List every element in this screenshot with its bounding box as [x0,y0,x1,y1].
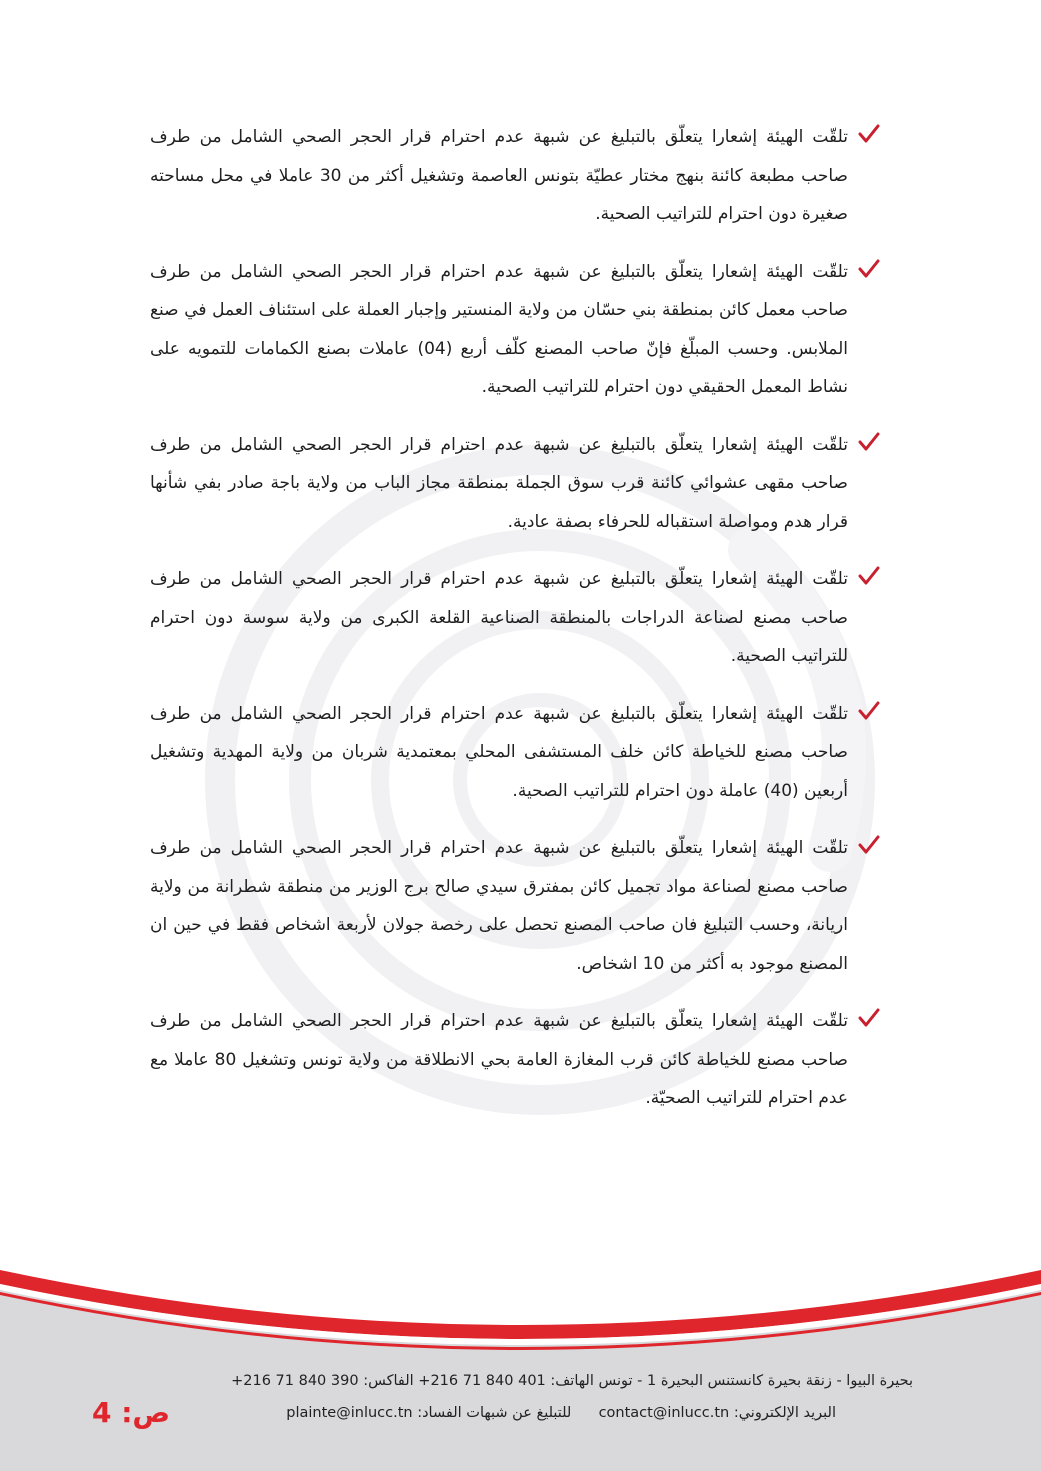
list-item [150,426,880,542]
checkmark-icon [858,432,880,452]
report-email-link[interactable]: plainte@inlucc.tn [286,1405,413,1421]
list-item-text: تلقّت الهيئة إشعارا يتعلّق بالتبليغ عن شبهة عدم احترام قرار الحجر الصحي الشامل من طرف صاحب مصنع لصناعة الدراجات بالمنطقة الصناعية القلعة الكبرى من ولاية سوسة دون احترام للتراتيب الصحية. [150,569,848,666]
footer-contact-line [136,1405,836,1421]
page-number [92,1396,170,1429]
checkmark-icon [858,259,880,279]
notifications-list [150,118,880,1137]
list-item-text: تلقّت الهيئة إشعارا يتعلّق بالتبليغ عن شبهة عدم احترام قرار الحجر الصحي الشامل من طرف صاحب مصنع لصناعة مواد تجميل كائن بمفترق سيدي صالح برج الوزير من منطقة شطرانة من ولاية اريانة، وحسب التبليغ فان صاحب المصنع تحصل على رخصة جولان لأربعة اشخاص فقط في حين ان المصنع موجود به أكثر من 10 اشخاص. [150,838,848,974]
report-label: للتبليغ عن شبهات الفساد: [417,1405,572,1421]
list-item-text: تلقّت الهيئة إشعارا يتعلّق بالتبليغ عن شبهة عدم احترام قرار الحجر الصحي الشامل من طرف صاحب مطبعة كائنة بنهج مختار عطيّة بتونس العاصمة وتشغيل أكثر من 30 عاملا في محل مساحته صغيرة دون احترام للتراتيب الصحية. [150,127,848,224]
checkmark-icon [858,701,880,721]
footer-address: بحيرة البيوا - زنقة بحيرة كانستنس البحيرة 1 - تونس الهاتف: 401 840 71 216+ الفاكس: 390 840 71 216+ [231,1373,913,1389]
list-item [150,829,880,983]
list-item [150,695,880,811]
checkmark-icon [858,1008,880,1028]
contact-email-link[interactable]: contact@inlucc.tn [598,1405,730,1421]
checkmark-icon [858,835,880,855]
checkmark-icon [858,566,880,586]
email-label: البريد الإلكتروني: [733,1405,836,1421]
list-item-text: تلقّت الهيئة إشعارا يتعلّق بالتبليغ عن شبهة عدم احترام قرار الحجر الصحي الشامل من طرف صاحب معمل كائن بمنطقة بني حسّان من ولاية المنستير وإجبار العملة على استئناف العمل في صنع الملابس. وحسب المبلّغ فإنّ صاحب المصنع كلّف أربع (04) عاملات بصنع الكمامات للتمويه على نشاط المعمل الحقيقي دون احترام للتراتيب الصحية. [150,261,848,397]
checkmark-icon [858,124,880,144]
footer-background [0,1240,1041,1471]
list-item [150,560,880,676]
list-item-text: تلقّت الهيئة إشعارا يتعلّق بالتبليغ عن شبهة عدم احترام قرار الحجر الصحي الشامل من طرف صاحب مصنع للخياطة كائن قرب المغازة العامة بحي الانطلاقة من ولاية تونس وتشغيل 80 عاملا مع عدم احترام للتراتيب الصحيّة. [150,1011,848,1108]
page-number-value: 4 [92,1396,112,1429]
list-item-text: تلقّت الهيئة إشعارا يتعلّق بالتبليغ عن شبهة عدم احترام قرار الحجر الصحي الشامل من طرف صاحب مقهى عشوائي كائنة قرب سوق الجملة بمنطقة مجاز الباب من ولاية باجة صادر بفي شأنها قرار هدم ومواصلة استقباله للحرفاء بصفة عادية. [150,434,848,532]
list-item [150,1002,880,1118]
page-label: ص: [121,1396,171,1429]
list-item [150,253,880,407]
list-item [150,118,880,234]
list-item-text: تلقّت الهيئة إشعارا يتعلّق بالتبليغ عن شبهة عدم احترام قرار الحجر الصحي الشامل من طرف صاحب مصنع للخياطة كائن خلف المستشفى المحلي بمعتمدية شربان من ولاية المهدية وتشغيل أربعين (40) عاملة دون احترام للتراتيب الصحية. [150,703,848,801]
